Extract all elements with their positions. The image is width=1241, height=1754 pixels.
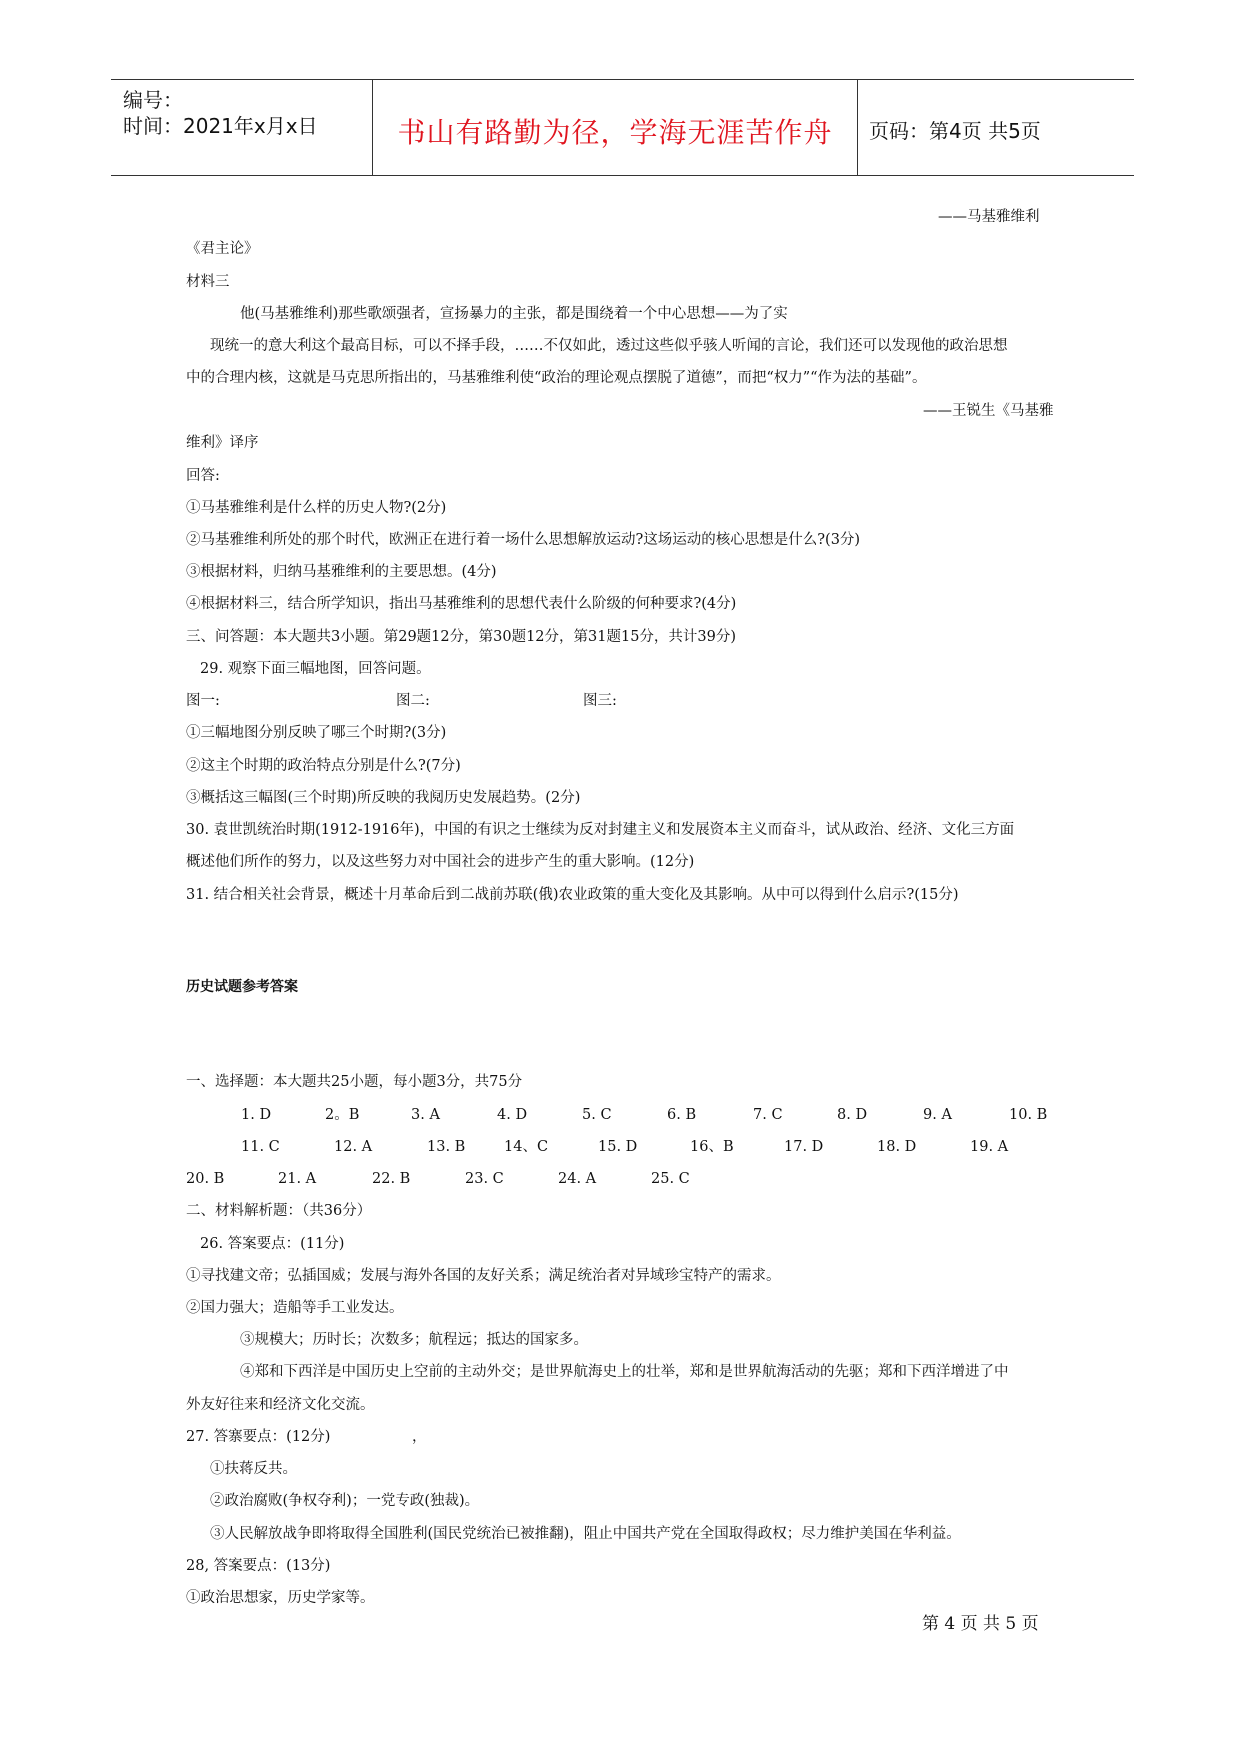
motto: 书山有路勤为径，学海无涯苦作舟 — [397, 116, 833, 149]
header-right-cell — [857, 80, 1134, 175]
answer-item: 10. B — [1009, 1107, 1048, 1123]
figure-label: 图二: — [396, 693, 430, 709]
answer-line: 外友好往来和经济文化交流。 — [186, 1397, 375, 1413]
answer-item: 16、B — [690, 1139, 734, 1155]
answers-title: 历史试题参考答案 — [186, 979, 298, 995]
answer-item: 11. C — [241, 1139, 280, 1155]
answer-line: 26. 答案要点：(11分) — [200, 1236, 345, 1252]
text-line: 现统一的意大利这个最高目标，可以不择手段，……不仅如此，透过这些似乎骇人听闻的言论，我们还可以发现他的政治思想 — [210, 338, 1008, 354]
answer-item: 1. D — [241, 1107, 272, 1123]
question-line: 31. 结合相关社会背景，概述十月革命后到二战前苏联(俄)农业政策的重大变化及其影响。从中可以得到什么启示?(15分) — [186, 887, 959, 903]
answer-item: 25. C — [651, 1171, 690, 1187]
answer-item: 9. A — [923, 1107, 952, 1123]
answer-line: ④郑和下西洋是中国历史上空前的主动外交；是世界航海史上的壮举，郑和是世界航海活动的先驱；郑和下西洋增进了中 — [240, 1364, 1009, 1380]
attribution: ——王锐生《马基雅 — [923, 403, 1054, 419]
header-motto-cell — [372, 80, 858, 175]
text-line: 材料三 — [186, 274, 230, 290]
question-line: ②马基雅维利所处的那个时代，欧洲正在进行着一场什么思想解放运动?这场运动的核心思想是什么?(3分) — [186, 532, 861, 548]
answer-item: 19. A — [970, 1139, 1009, 1155]
answer-item: 14、C — [504, 1139, 549, 1155]
answer-item: 23. C — [465, 1171, 504, 1187]
answer-line: ②国力强大；造船等手工业发达。 — [186, 1300, 404, 1316]
text-line: 回答: — [186, 468, 220, 484]
answer-line: ①扶蒋反共。 — [210, 1461, 297, 1477]
page-footer: 第 4 页 共 5 页 — [922, 1614, 1039, 1634]
question-line: ③根据材料，归纳马基雅维利的主要思想。(4分) — [186, 564, 497, 580]
text-line: 《君主论》 — [186, 241, 259, 257]
answer-line: ③人民解放战争即将取得全国胜利(国民党统治已被推翻)，阻止中国共产党在全国取得政权；尽力维护美国在华利益。 — [210, 1526, 961, 1542]
figure-label: 图一: — [186, 693, 220, 709]
text-line: 中的合理内核，这就是马克思所指出的，马基雅维利使“政治的理论观点摆脱了道德”，而把“权力”“作为法的基础”。 — [186, 370, 927, 386]
answer-line: 27. 答寨要点：(12分) — [186, 1429, 331, 1445]
section-heading: 二、材料解析题：（共36分） — [186, 1203, 372, 1219]
answer-item: 5. C — [582, 1107, 612, 1123]
answer-item: 20. B — [186, 1171, 225, 1187]
answer-item: 18. D — [877, 1139, 917, 1155]
answer-item: 4. D — [497, 1107, 528, 1123]
question-line: ①三幅地图分别反映了哪三个时期?(3分) — [186, 725, 447, 741]
answer-item: 21. A — [278, 1171, 317, 1187]
answer-item: 17. D — [784, 1139, 824, 1155]
figure-label: 图三: — [583, 693, 617, 709]
text-line: 他(马基雅维利)那些歌颂强者，宣扬暴力的主张，都是围绕着一个中心思想——为了实 — [240, 306, 788, 322]
question-line: 29. 观察下面三幅地图，回答问题。 — [200, 661, 431, 677]
answer-item: 2。B — [325, 1107, 360, 1123]
section-heading: 三、问答题：本大题共3小题。第29题12分，第30题12分，第31题15分，共计39分) — [186, 629, 737, 645]
answer-line: ①政治思想家，历史学家等。 — [186, 1590, 375, 1606]
answer-line: ③规模大；历时长；次数多；航程远；抵达的国家多。 — [240, 1332, 588, 1348]
attribution: ——马基雅维利 — [938, 209, 1040, 225]
answer-item: 24. A — [558, 1171, 597, 1187]
header-left-cell — [111, 80, 372, 175]
text-line: 维利》译序 — [186, 435, 259, 451]
question-line: 概述他们所作的努力，以及这些努力对中国社会的进步产生的重大影响。(12分) — [186, 854, 695, 870]
page-header — [111, 79, 1134, 176]
answer-item: 8. D — [837, 1107, 868, 1123]
answer-item: 7. C — [753, 1107, 783, 1123]
serial-label: 编号： — [123, 88, 183, 112]
answer-item: 13. B — [427, 1139, 466, 1155]
stray-mark: ， — [412, 1429, 427, 1445]
answer-item: 15. D — [598, 1139, 638, 1155]
answer-item: 6. B — [667, 1107, 697, 1123]
question-line: ③概括这三幅图(三个时期)所反映的我阋历史发展趋势。(2分) — [186, 790, 581, 806]
answer-line: 28, 答案要点：(13分) — [186, 1558, 331, 1574]
answer-line: ②政治腐败(争权夺利)；一党专政(独裁)。 — [210, 1493, 480, 1509]
page-number-label: 页码：第4页 共5页 — [869, 119, 1041, 143]
question-line: ②这主个时期的政治特点分别是什么?(7分) — [186, 758, 461, 774]
section-heading: 一、选择题：本大题共25小题，每小题3分，共75分 — [186, 1074, 523, 1090]
question-line: 30. 袁世凯统治时期(1912-1916年)，中国的有识之士继续为反对封建主义和发展资本主义而奋斗，试从政治、经济、文化三方面 — [186, 822, 1015, 838]
answer-item: 22. B — [372, 1171, 411, 1187]
answer-item: 12. A — [334, 1139, 373, 1155]
question-line: ④根据材料三，结合所学知识，指出马基雅维利的思想代表什么阶级的何种要求?(4分) — [186, 596, 737, 612]
answer-line: ①寻找建文帝；弘插国威；发展与海外各国的友好关系；满足统治者对异域珍宝特产的需求。 — [186, 1268, 781, 1284]
time-label: 时间：2021年x月x日 — [123, 114, 318, 138]
question-line: ①马基雅维利是什么样的历史人物?(2分) — [186, 500, 447, 516]
answer-item: 3. A — [411, 1107, 440, 1123]
